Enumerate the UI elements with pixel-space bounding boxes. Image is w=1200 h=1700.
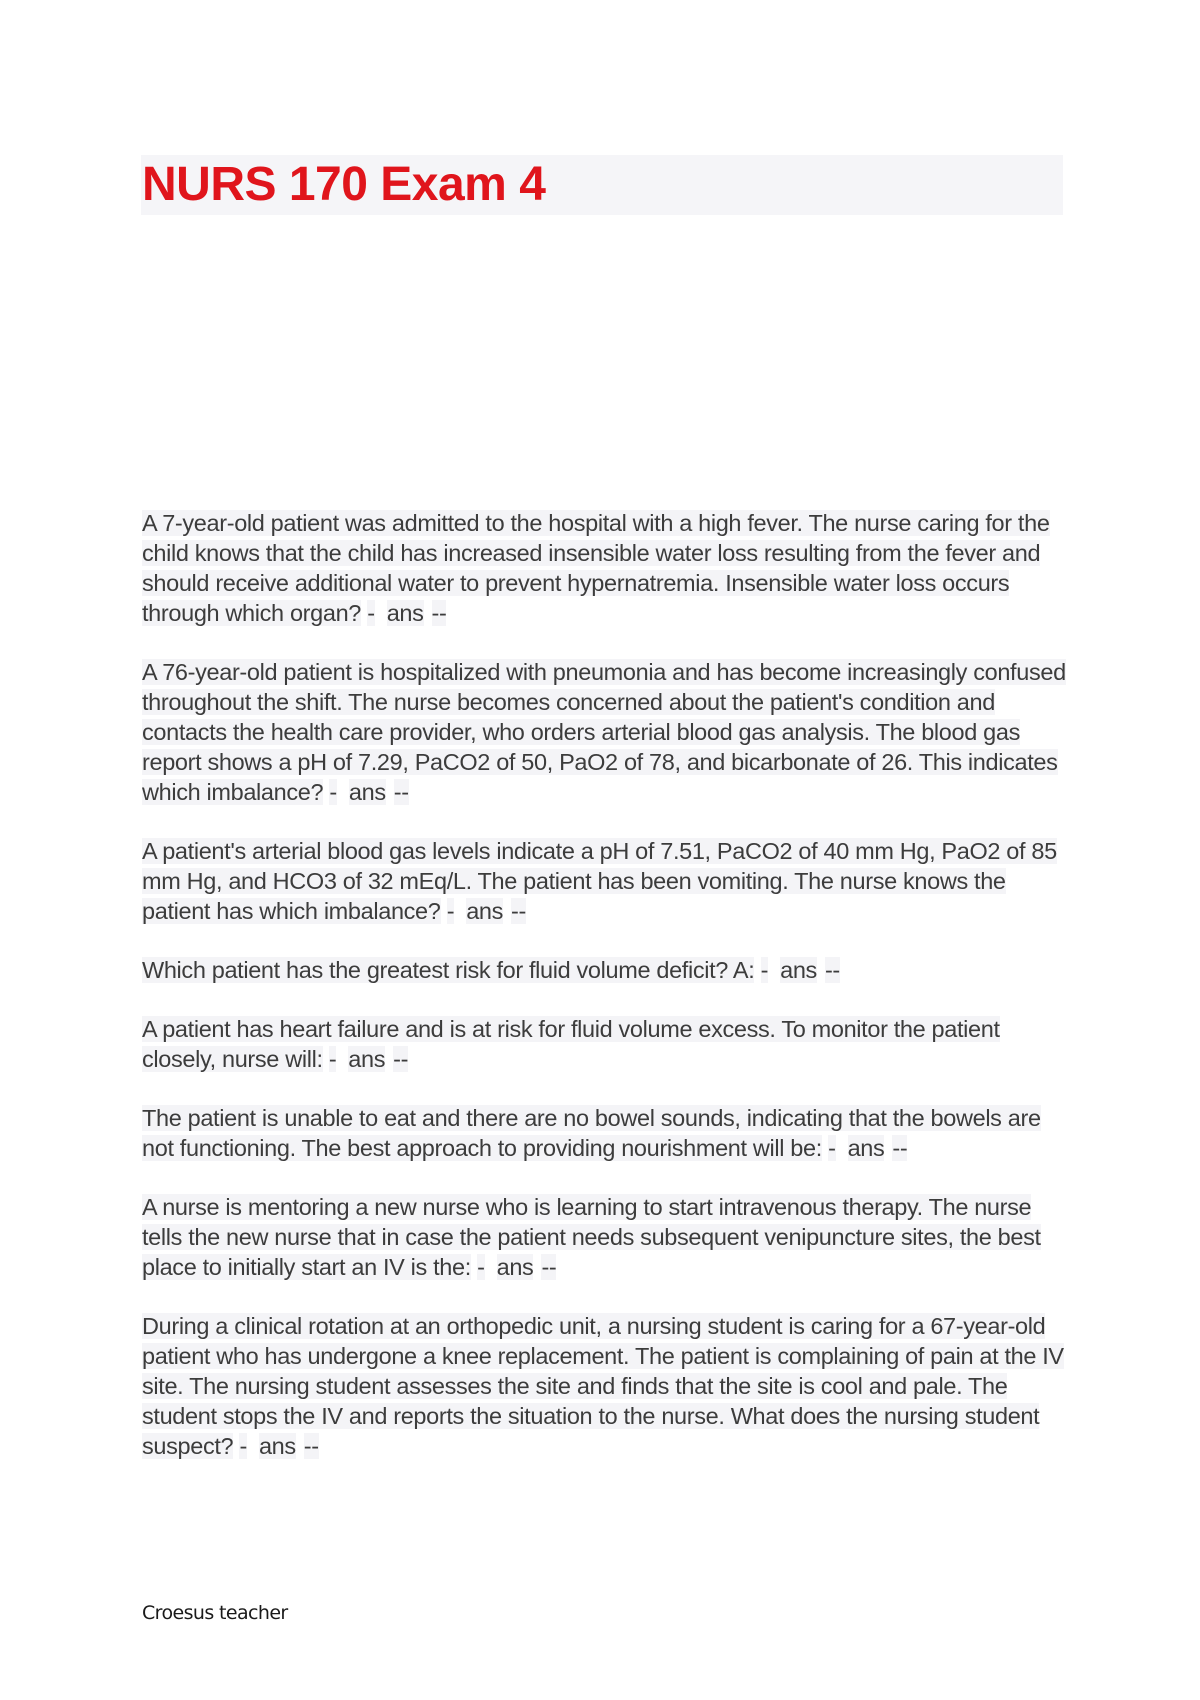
question-text: A patient has heart failure and is at risk for fluid volume excess. To monitor the patient closely, nurse will: xyxy=(142,1016,1000,1072)
answer-label: ans xyxy=(496,1254,534,1280)
answer-placeholder: -- xyxy=(541,1254,557,1280)
answer-placeholder: -- xyxy=(393,1046,409,1072)
question-text: A 7-year-old patient was admitted to the hospital with a high fever. The nurse caring for the child knows that the child has increased insensible water loss resulting from the fever and should receive additional water to prevent hypernatremia. Insensible water loss occurs through which organ? xyxy=(142,510,1050,626)
question-separator: - xyxy=(328,1046,337,1072)
question-separator: - xyxy=(367,600,375,626)
question-text: The patient is unable to eat and there are no bowel sounds, indicating that the bowels are not functioning. The best approach to providing nourishment will be: xyxy=(142,1105,1041,1161)
answer-label: ans xyxy=(258,1433,296,1459)
question-separator: - xyxy=(477,1254,485,1280)
question-separator: - xyxy=(446,898,455,924)
answer-placeholder: -- xyxy=(393,779,409,805)
question-item xyxy=(142,657,1067,807)
question-text: During a clinical rotation at an orthopedic unit, a nursing student is caring for a 67-year-old patient who has undergone a knee replacement. The patient is complaining of pain at the IV site. The nursing student assesses the site and finds that the site is cool and pale. The student stops the IV and reports the situation to the nurse. What does the nursing student suspect? xyxy=(142,1313,1064,1459)
question-item xyxy=(142,1192,1067,1282)
question-text: A nurse is mentoring a new nurse who is learning to start intravenous therapy. The nurse tells the new nurse that in case the patient needs subsequent venipuncture sites, the best place to initially start an IV is the: xyxy=(142,1194,1041,1280)
answer-placeholder: -- xyxy=(303,1433,319,1459)
question-separator: - xyxy=(760,957,769,983)
answer-label: ans xyxy=(348,1046,386,1072)
footer-author: Croesus teacher xyxy=(142,1602,288,1624)
question-separator: - xyxy=(239,1433,247,1459)
question-item xyxy=(142,1014,1067,1074)
question-text: A patient's arterial blood gas levels indicate a pH of 7.51, PaCO2 of 40 mm Hg, PaO2 of 85 mm Hg, and HCO3 of 32 mEq/L. The patient has been vomiting. The nurse knows the patient has which imbalance? xyxy=(142,838,1057,924)
question-text: A 76-year-old patient is hospitalized with pneumonia and has become increasingly confused throughout the shift. The nurse becomes concerned about the patient's condition and contacts the health care provider, who orders arterial blood gas analysis. The blood gas report shows a pH of 7.29, PaCO2 of 50, PaO2 of 78, and bicarbonate of 26. This indicates which imbalance? xyxy=(142,659,1066,805)
answer-label: ans xyxy=(386,600,424,626)
question-item xyxy=(142,955,1067,985)
question-separator: - xyxy=(329,779,337,805)
question-item xyxy=(142,1103,1067,1163)
question-separator: - xyxy=(828,1135,836,1161)
answer-label: ans xyxy=(466,898,504,924)
question-text: Which patient has the greatest risk for fluid volume deficit? A: xyxy=(142,957,755,983)
answer-placeholder: -- xyxy=(511,898,526,924)
answer-placeholder: -- xyxy=(431,600,447,626)
question-item xyxy=(142,836,1067,926)
document-title: NURS 170 Exam 4 xyxy=(142,158,546,211)
answer-placeholder: -- xyxy=(892,1135,908,1161)
answer-label: ans xyxy=(348,779,386,805)
answer-label: ans xyxy=(780,957,817,983)
answer-label: ans xyxy=(847,1135,885,1161)
question-item xyxy=(142,1311,1067,1461)
answer-placeholder: -- xyxy=(824,957,840,983)
question-list xyxy=(142,508,1067,1490)
question-item xyxy=(142,508,1067,628)
